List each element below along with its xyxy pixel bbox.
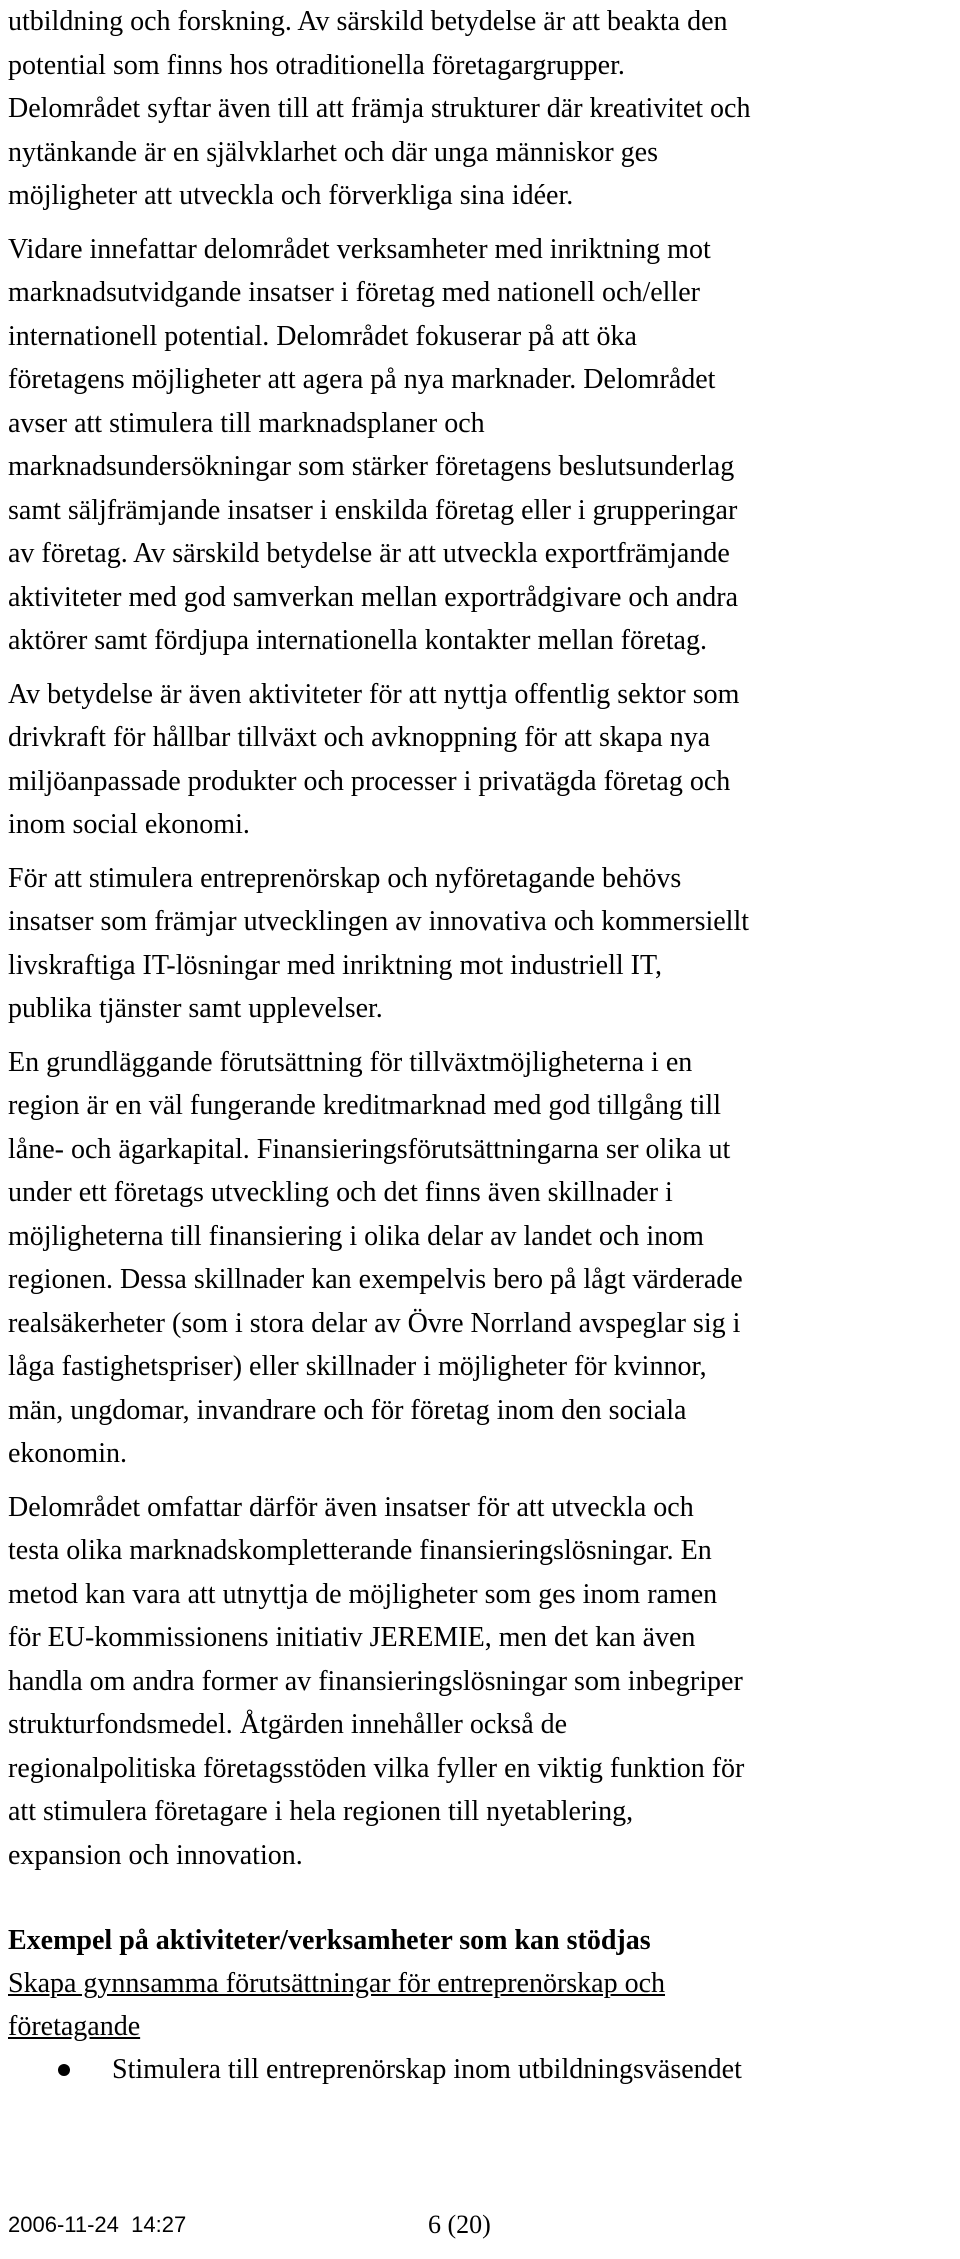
subheading bbox=[8, 1962, 958, 2048]
text-line: För att stimulera entreprenörskap och nyföretagande behövs bbox=[8, 862, 682, 894]
text-line: aktiviteter med god samverkan mellan exportrådgivare och andra bbox=[8, 581, 739, 613]
text-line: handla om andra former av finansieringslösningar som inbegriper bbox=[8, 1665, 743, 1697]
text-line: drivkraft för hållbar tillväxt och avknoppning för att skapa nya bbox=[8, 722, 711, 753]
text-line: av företag. Av särskild betydelse är att utveckla exportfrämjande bbox=[8, 538, 730, 569]
text-line: nytänkande är en självklarhet och där unga människor ges bbox=[8, 136, 659, 168]
text-line: inom social ekonomi. bbox=[8, 809, 250, 840]
page-number: 6 (20) bbox=[428, 2210, 491, 2239]
paragraph bbox=[8, 228, 958, 663]
text-line: strukturfondsmedel. Åtgärden innehåller också de bbox=[8, 1709, 568, 1740]
text-line: Av betydelse är även aktiviteter för att nyttja offentlig sektor som bbox=[8, 678, 740, 710]
document-page bbox=[8, 0, 958, 2091]
text-line: regionen. Dessa skillnader kan exempelvis bero på lågt värderade bbox=[8, 1264, 743, 1295]
text-line: testa olika marknadskompletterande finansieringslösningar. En bbox=[8, 1535, 712, 1566]
subheading-line: företagande bbox=[8, 2011, 141, 2042]
text-line: internationell potential. Delområdet fokuserar på att öka bbox=[8, 320, 637, 352]
section-heading: Exempel på aktiviteter/verksamheter som kan stödjas bbox=[8, 1925, 651, 1956]
text-line: potential som finns hos otraditionella företagargrupper. bbox=[8, 49, 625, 81]
text-line: realsäkerheter (som i stora delar av Övre Norrland avspeglar sig i bbox=[8, 1307, 741, 1339]
text-line: En grundläggande förutsättning för tillväxtmöjligheterna i en bbox=[8, 1046, 693, 1078]
paragraph bbox=[8, 857, 958, 1031]
text-line: möjligheter att utveckla och förverkliga sina idéer. bbox=[8, 180, 574, 211]
paragraph bbox=[8, 0, 958, 218]
list-item bbox=[8, 2048, 958, 2091]
text-line: metod kan vara att utnyttja de möjligheter som ges inom ramen bbox=[8, 1578, 718, 1610]
text-line: region är en väl fungerande kreditmarknad med god tillgång till bbox=[8, 1090, 721, 1121]
paragraph bbox=[8, 673, 958, 847]
text-line: miljöanpassade produkter och processer i privatägda företag och bbox=[8, 765, 731, 797]
bullet-list bbox=[8, 2048, 958, 2091]
text-line: expansion och innovation. bbox=[8, 1839, 303, 1871]
text-line: Delområdet syftar även till att främja strukturer där kreativitet och bbox=[8, 93, 751, 124]
text-line: Delområdet omfattar därför även insatser för att utveckla och bbox=[8, 1491, 694, 1523]
text-line: låne- och ägarkapital. Finansieringsförutsättningarna ser olika ut bbox=[8, 1133, 731, 1165]
text-line: marknadsundersökningar som stärker företagens beslutsunderlag bbox=[8, 451, 735, 482]
footer-date: 2006-11-24 14:27 bbox=[8, 2212, 187, 2237]
bullet-icon bbox=[58, 2064, 70, 2076]
text-line: under ett företags utveckling och det finns även skillnader i bbox=[8, 1177, 673, 1208]
text-line: företagens möjligheter att agera på nya marknader. Delområdet bbox=[8, 364, 716, 395]
paragraph bbox=[8, 1041, 958, 1476]
page-footer bbox=[8, 2210, 491, 2240]
text-line: utbildning och forskning. Av särskild betydelse är att beakta den bbox=[8, 6, 728, 37]
text-line: avser att stimulera till marknadsplaner och bbox=[8, 407, 485, 439]
text-line: samt säljfrämjande insatser i enskilda företag eller i grupperingar bbox=[8, 494, 738, 526]
examples-section bbox=[8, 1919, 958, 2091]
text-line: möjligheterna till finansiering i olika delar av landet och inom bbox=[8, 1220, 704, 1252]
subheading-line: Skapa gynnsamma förutsättningar för entreprenörskap och bbox=[8, 1968, 666, 1999]
text-line: låga fastighetspriser) eller skillnader i möjligheter för kvinnor, bbox=[8, 1351, 707, 1382]
text-line: publika tjänster samt upplevelser. bbox=[8, 993, 383, 1024]
text-line: aktörer samt fördjupa internationella kontakter mellan företag. bbox=[8, 625, 707, 656]
text-line: män, ungdomar, invandrare och för företag inom den sociala bbox=[8, 1394, 687, 1426]
text-line: för EU-kommissionens initiativ JEREMIE, men det kan även bbox=[8, 1622, 696, 1653]
list-item-text: Stimulera till entreprenörskap inom utbildningsväsendet bbox=[112, 2054, 742, 2085]
text-line: regionalpolitiska företagsstöden vilka fyller en viktig funktion för bbox=[8, 1752, 745, 1784]
text-line: ekonomin. bbox=[8, 1438, 127, 1469]
text-line: att stimulera företagare i hela regionen till nyetablering, bbox=[8, 1796, 634, 1827]
text-line: Vidare innefattar delområdet verksamheter med inriktning mot bbox=[8, 233, 711, 265]
text-line: livskraftiga IT-lösningar med inriktning mot industriell IT, bbox=[8, 949, 663, 981]
text-line: marknadsutvidgande insatser i företag med nationell och/eller bbox=[8, 277, 700, 308]
body-text bbox=[8, 0, 958, 1877]
paragraph bbox=[8, 1486, 958, 1878]
text-line: insatser som främjar utvecklingen av innovativa och kommersiellt bbox=[8, 906, 750, 937]
